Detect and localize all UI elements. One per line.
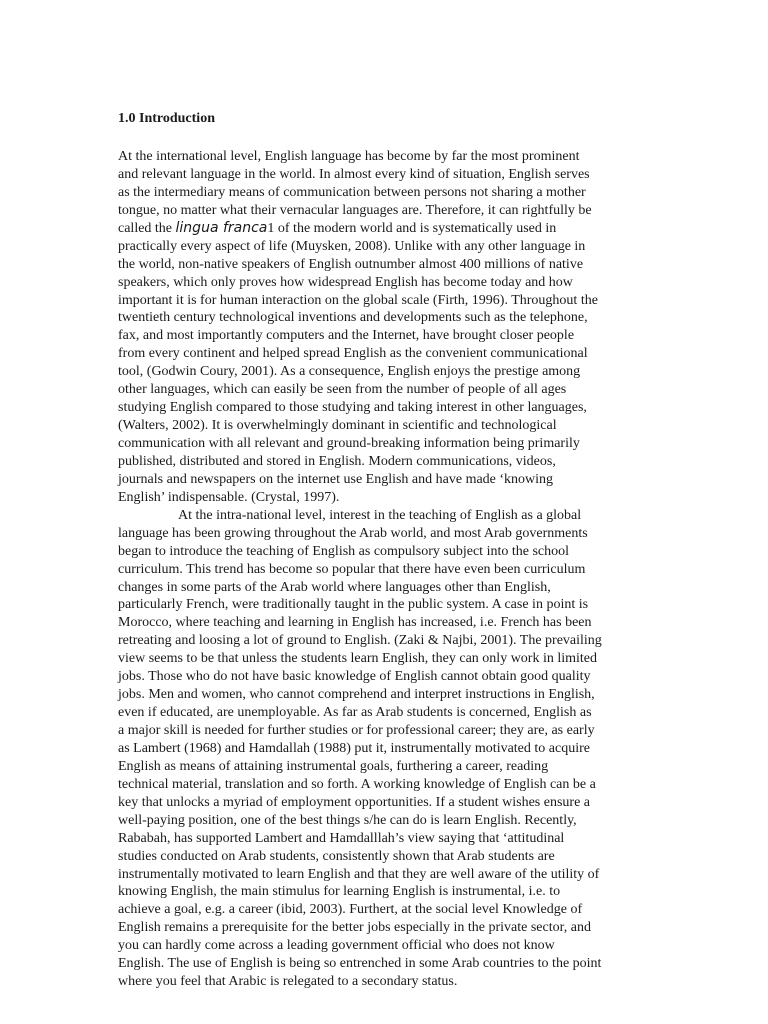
text-line: journals and newspapers on the internet use English and have made ‘knowing <box>118 471 554 487</box>
text-line: particularly French, were traditionally taught in the public system. A case in point is <box>118 597 589 613</box>
section-heading: 1.0 Introduction <box>118 111 215 126</box>
text-line: where you feel that Arabic is relegated to a secondary status. <box>118 974 458 990</box>
text-line: as the intermediary means of communication between persons not sharing a mother <box>118 184 586 200</box>
lingua-franca-term: lingua franca <box>175 219 268 236</box>
text-line: well-paying position, one of the best things s/he can do is learn English. Recently, <box>118 812 577 828</box>
text-line: other languages, which can easily be seen from the number of people of all ages <box>118 382 567 398</box>
text-line: English as means of attaining instrumental goals, furthering a career, reading <box>118 758 549 774</box>
text-line: Rababah, has supported Lambert and Hamdalllah’s view saying that ‘attitudinal <box>118 830 565 846</box>
text-line: achieve a goal, e.g. a career (ibid, 2003). Furthert, at the social level Knowledge of <box>118 902 583 918</box>
text-line: technical material, translation and so forth. A working knowledge of English can be a <box>118 776 596 792</box>
text-line: language has been growing throughout the Arab world, and most Arab governments <box>118 525 588 541</box>
text-line: as Lambert (1968) and Hamdallah (1988) put it, instrumentally motivated to acquire <box>118 740 590 756</box>
text-line: English. The use of English is being so entrenched in some Arab countries to the point <box>118 956 602 972</box>
text-line: communication with all relevant and ground-breaking information being primarily <box>118 436 580 451</box>
text-line: practically every aspect of life (Muysken, 2008). Unlike with any other language in <box>118 238 586 254</box>
text-line: key that unlocks a myriad of employment opportunities. If a student wishes ensure a <box>118 794 591 810</box>
text-line: a major skill is needed for further studies or for professional career; they are, as early <box>118 723 595 738</box>
text-line: studying English compared to those studying and taking interest in other languages, <box>118 400 587 416</box>
text-line: knowing English, the main stimulus for learning English is instrumental, i.e. to <box>118 884 561 900</box>
text-line: even if educated, are unemployable. As far as Arab students is concerned, English as <box>118 705 592 721</box>
text-line <box>118 220 658 238</box>
text-line: (Walters, 2002). It is overwhelmingly dominant in scientific and technological <box>118 418 557 434</box>
text-line: tool, (Godwin Coury, 2001). As a consequence, English enjoys the prestige among <box>118 364 581 380</box>
text-line: changes in some parts of the Arab world where languages other than English, <box>118 579 551 595</box>
text-line: jobs. Those who do not have basic knowledge of English cannot obtain good quality <box>118 669 591 685</box>
text-line: jobs. Men and women, who cannot comprehend and interpret instructions in English, <box>118 687 595 703</box>
text-line: fax, and most importantly computers and the Internet, have brought closer people <box>118 328 575 344</box>
text-line: English’ indispensable. (Crystal, 1997). <box>118 489 340 505</box>
text-line: important it is for human interaction on the global scale (Firth, 1996). Throughout the <box>118 292 598 308</box>
body-text <box>118 148 658 991</box>
text-line: the world, non-native speakers of English outnumber almost 400 millions of native <box>118 256 584 272</box>
text-line: from every continent and helped spread English as the convenient communicational <box>118 346 588 362</box>
text-line: curriculum. This trend has become so popular that there have even been curriculum <box>118 561 586 577</box>
text-line: published, distributed and stored in English. Modern communications, videos, <box>118 453 556 469</box>
text-line: you can hardly come across a leading government official who does not know <box>118 938 555 954</box>
text-line: studies conducted on Arab students, consistently shown that Arab students are <box>118 848 555 864</box>
text-line: English remains a prerequisite for the better jobs especially in the private sector, and <box>118 920 591 936</box>
text-line: speakers, which only proves how widespread English has become today and how <box>118 274 573 290</box>
text-line: twentieth century technological inventions and developments such as the telephone, <box>118 310 588 326</box>
text-line: Morocco, where teaching and learning in English has increased, i.e. French has been <box>118 615 592 631</box>
text-run: 1 of the modern world and is systematically used in <box>267 220 557 236</box>
text-line: instrumentally motivated to learn English and that they are well aware of the utility of <box>118 866 600 882</box>
text-line: began to introduce the teaching of English as compulsory subject into the school <box>118 543 570 559</box>
text-line: tongue, no matter what their vernacular languages are. Therefore, it can rightfully be <box>118 202 592 218</box>
text-line: view seems to be that unless the students learn English, they can only work in limited <box>118 651 598 667</box>
text-line: retreating and loosing a lot of ground to English. (Zaki & Najbi, 2001). The prevailing <box>118 633 602 649</box>
text-run: called the <box>118 220 176 236</box>
text-line: At the international level, English language has become by far the most prominent <box>118 149 580 164</box>
text-line: At the intra-national level, interest in the teaching of English as a global <box>178 507 582 523</box>
text-line: and relevant language in the world. In almost every kind of situation, English serves <box>118 166 590 182</box>
